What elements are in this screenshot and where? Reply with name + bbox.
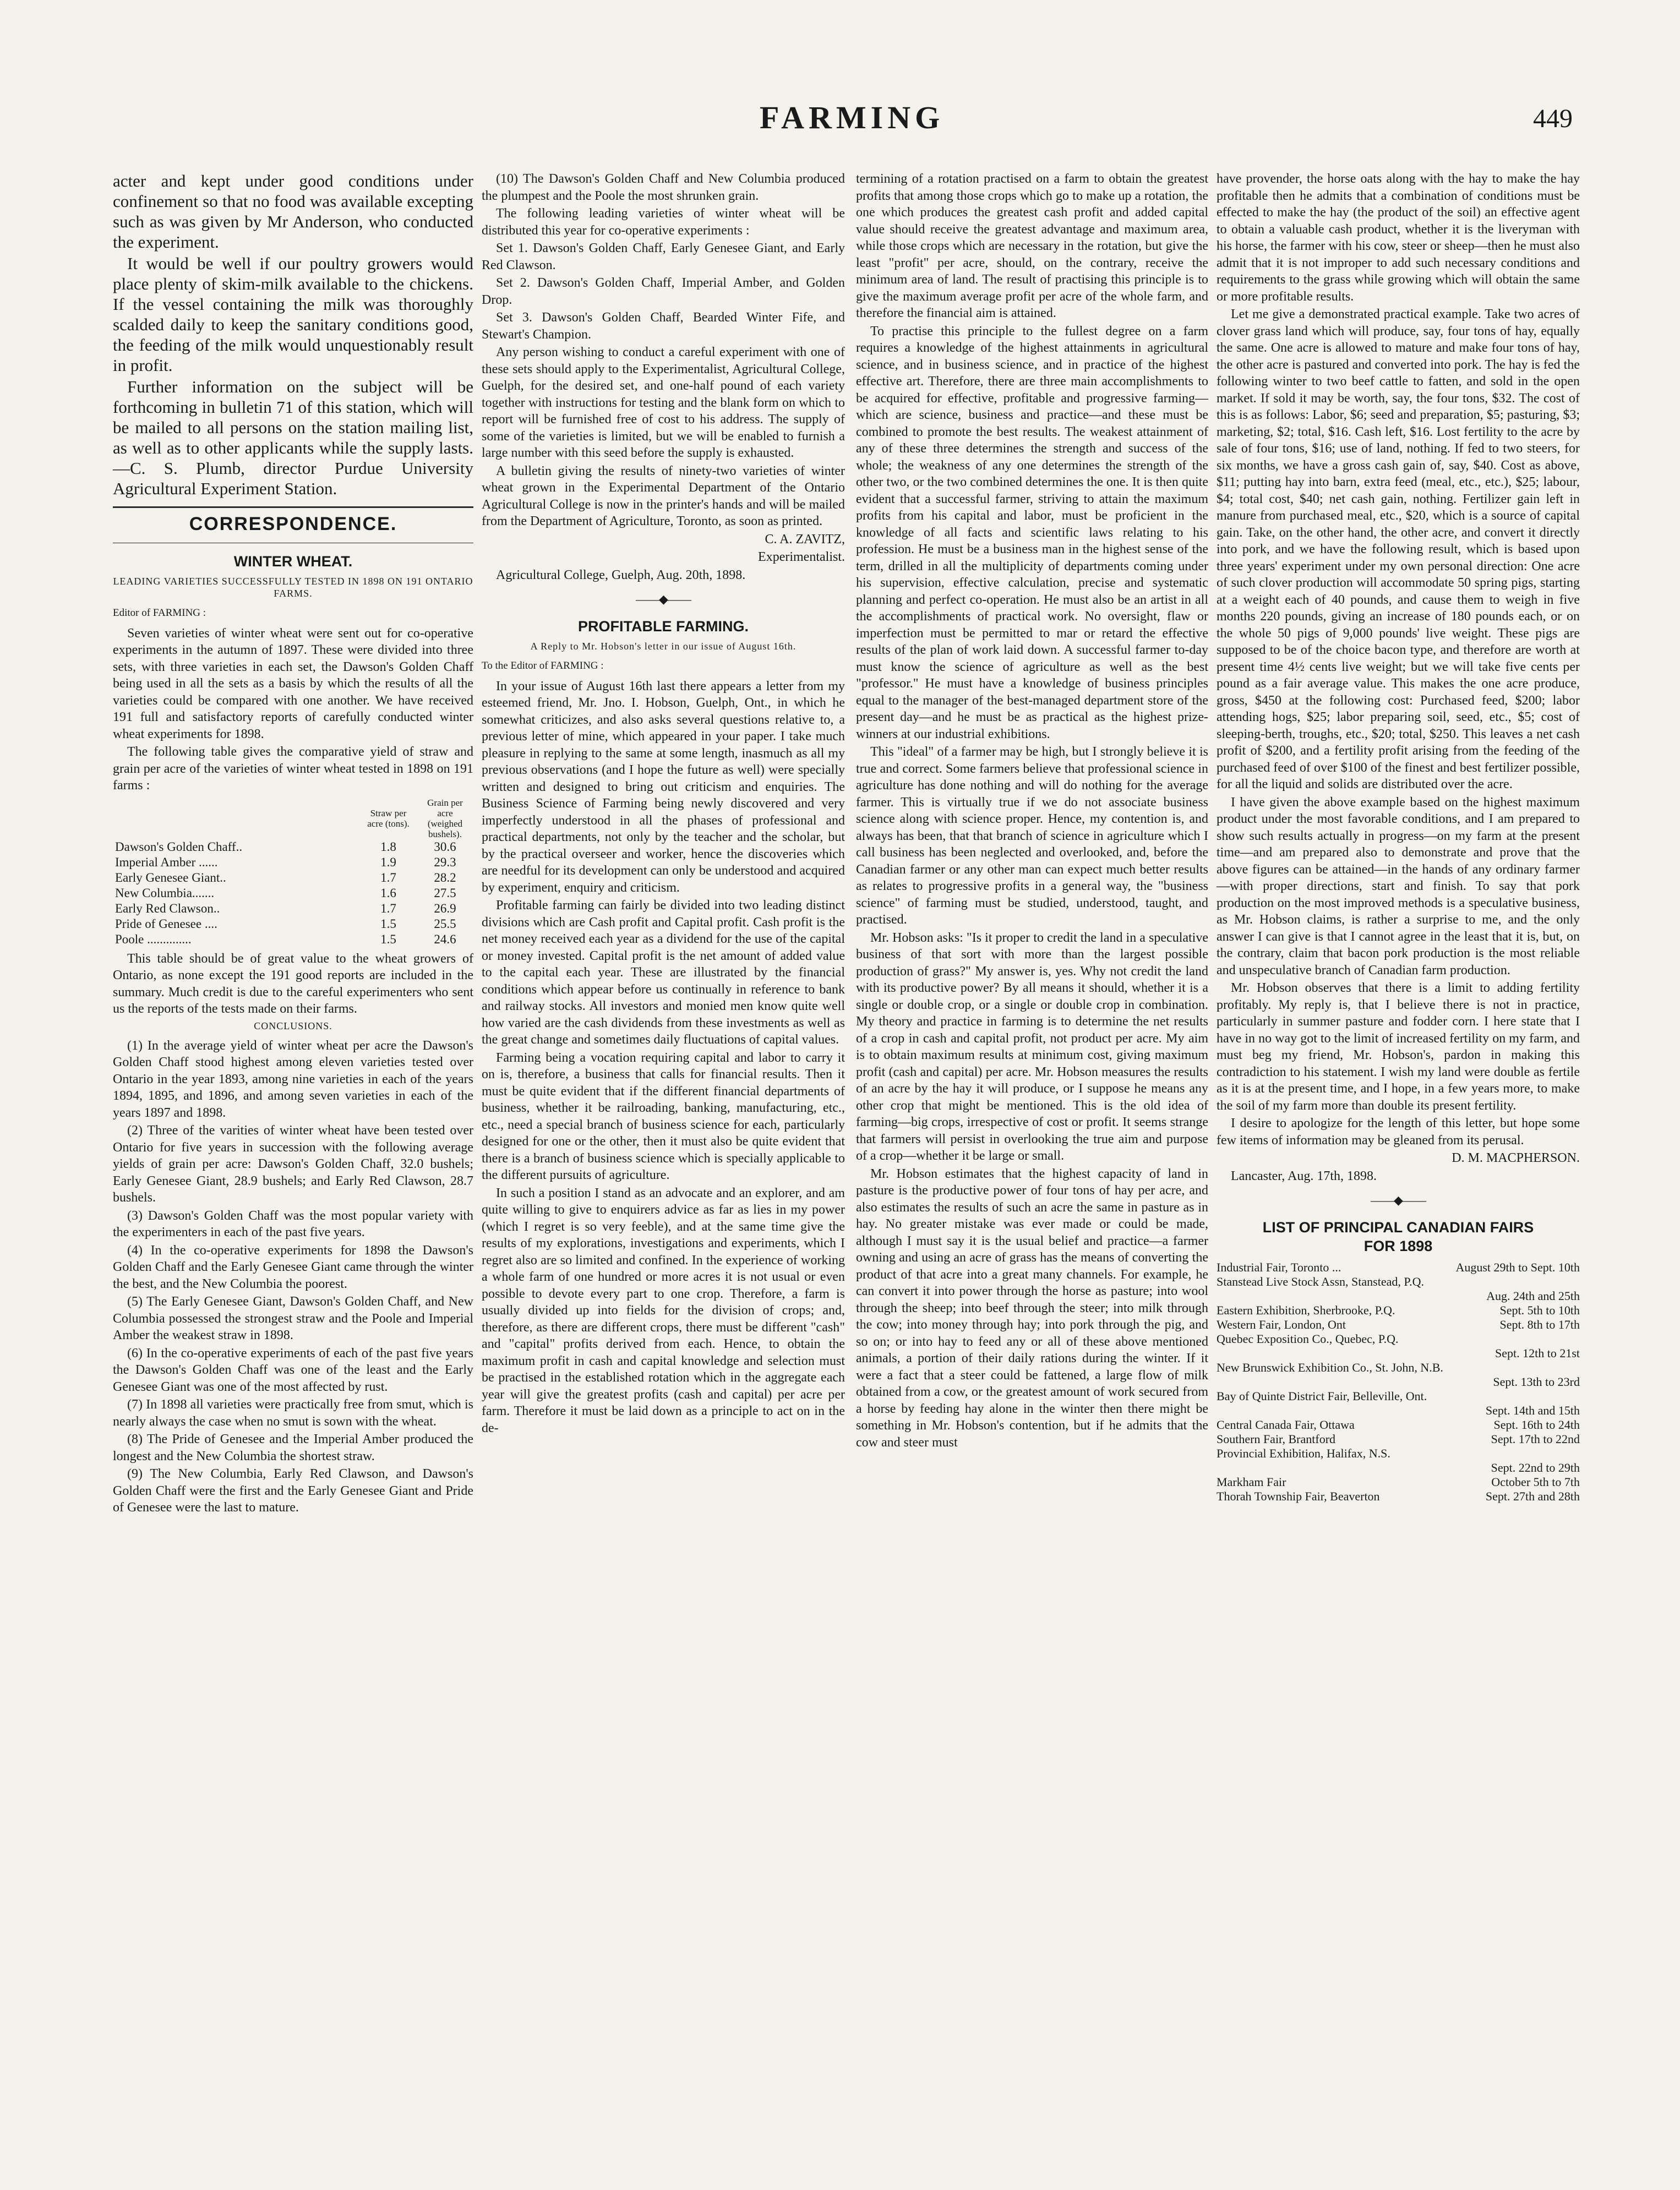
list-item: Aug. 24th and 25th (1486, 1288, 1580, 1303)
paragraph: (2) Three of the varities of winter wheat have been tested over Ontario for five years in succession with the following average yields of grain per acre: Dawson's Golden Chaff, 32.0 bushels; Early Genesee Giant, 28.9 bushels; and Early Red Clawson, 28.7 bushels. (113, 1123, 473, 1205)
list-item: Stanstead Live Stock Assn, Stanstead, P.Q. (1217, 1274, 1425, 1288)
table-row (113, 932, 473, 947)
list-item: Sept. 14th and 15th (1485, 1403, 1580, 1417)
article-subtitle: LEADING VARIETIES SUCCESSFULLY TESTED IN 1898 ON 191 ONTARIO FARMS. (113, 576, 473, 599)
table-cell: 1.7 (380, 901, 396, 915)
table-header: Straw per acre (tons). (367, 807, 410, 829)
page-header (0, 99, 1680, 149)
paragraph: have provender, the horse oats along with the hay to make the hay profitable then he admits that a combination of conditions must be effected to make the hay (the product of the soil) an effective agent to obtain a valuable cash product, whether it is the liveryman with his horse, the farmer with his cow, steer or sheep—then he must also admit that it is not improper to add such necessary conditions and requirements to the grass while growing which will obtain the same or more profitable results. (1217, 172, 1580, 304)
column-3 (856, 171, 1208, 1452)
paragraph: (4) In the co-operative experiments for 1898 the Dawson's Golden Chaff and the Early Genesee Giant came through the winter the best, and the New Columbia the poorest. (113, 1243, 473, 1291)
list-item: New Brunswick Exhibition Co., St. John, N.B. (1217, 1360, 1443, 1374)
page-number: 449 (1533, 104, 1573, 133)
paragraph: I have given the above example based on the highest maximum product under the most favorable conditions, and I am prepared to show such results actually in progress—on my farm at the present time—and am prepared also to demonstrate and prove that the above figures can be attained—in the hands of any ordinary farmer—with proper directions, start and finish. To say that pork production on the most improved methods is a speculative business, as Mr. Hobson claims, is rather a surprise to me, and the only answer I can give is that I cannot agree in the least that it is, but, on the contrary, claim that bacon pork production is the most reliable and unspeculative branch of Canadian farm production. (1217, 795, 1580, 977)
list-item: Western Fair, London, Ont Sept. 8th to 17th (1217, 1317, 1580, 1331)
article-title: PROFITABLE FARMING. (578, 618, 749, 635)
table-cell: 1.5 (380, 932, 396, 946)
poultry-article-end (113, 171, 473, 499)
table-cell: 1.6 (380, 886, 396, 900)
article-title: WINTER WHEAT. (233, 553, 353, 570)
ornament-divider: ——◆—— (1371, 1193, 1426, 1207)
paragraph: (1) In the average yield of winter wheat per acre the Dawson's Golden Chaff stood highest among eleven varieties tested over Ontario in the year 1893, among nine varieties in each of the years 1894, 1895, and 1896, and among seven varieties in each of the years 1897 and 1898. (113, 1038, 473, 1120)
editor-line: To the Editor of FARMING : (482, 660, 604, 671)
signature-place: Lancaster, Aug. 17th, 1898. (1231, 1168, 1377, 1183)
list-item: Sept. 22nd to 29th (1491, 1460, 1580, 1474)
table-cell: Early Red Clawson.. (115, 901, 220, 915)
table-header-row (113, 798, 473, 839)
list-item: Thorah Township Fair, Beaverton Sept. 27th and 28th (1217, 1489, 1580, 1503)
article-subtitle: A Reply to Mr. Hobson's letter in our issue of August 16th. (530, 641, 797, 652)
paragraph: In your issue of August 16th last there appears a letter from my esteemed friend, Mr. Jno. I. Hobson, Guelph, Ont., in which he somewhat criticizes, and also asks several questions relative to, a previous letter of mine, which appeared in your paper. I take much pleasure in replying to the same at some length, inasmuch as all my previous observations (and I hope the future as well) were specially written and designed to bring out criticism and enquiries. The Business Science of Farming being newly discovered and very imperfectly understood in all the phases of professional and practical departments, not only by the teacher and the scholar, but by the practical overseer and worker, hence the discoveries which are needful for its development can only be understood and acquired by experiment, enquiry and criticism. (482, 679, 845, 895)
list-item: Quebec Exposition Co., Quebec, P.Q. (1217, 1331, 1399, 1346)
paragraph: This "ideal" of a farmer may be high, but I strongly believe it is true and correct. Some farmers believe that professional science in agriculture has done nothing and will do nothing for the average farmer. This is virtually true if we do not associate business science along with science proper. Hence, my contention is, and always has been, that that branch of science in agriculture which I call business has been neglected and overlooked, and, before the Canadian farmer or any other man can expect much better results as relates to progressive profits in a general way, the "business science" of farming must be studied, understood, taught, and practised. (856, 745, 1208, 927)
paragraph: I desire to apologize for the length of this letter, but hope some few items of information may be gleaned from its perusal. (1217, 1116, 1580, 1148)
section-title: CORRESPONDENCE. (189, 514, 397, 534)
paragraph: Set 2. Dawson's Golden Chaff, Imperial Amber, and Golden Drop. (482, 276, 845, 307)
paragraph: (3) Dawson's Golden Chaff was the most popular variety with the experimenters in each of the past five years. (113, 1208, 473, 1239)
list-item: Southern Fair, Brantford Sept. 17th to 22nd (1217, 1432, 1580, 1446)
table-row (113, 839, 473, 855)
table-cell: 25.5 (434, 916, 456, 931)
table-row (113, 855, 473, 870)
paragraph: This table should be of great value to the wheat growers of Ontario, as none except the 191 good reports are included in the summary. Much credit is due to the careful experimenters who sent us the reports of the tests made on their farms. (113, 951, 473, 1016)
table-cell: 26.9 (434, 901, 456, 915)
paragraph: (8) The Pride of Genesee and the Imperial Amber produced the longest and the New Columbia the shortest straw. (113, 1432, 473, 1463)
table-cell: 1.8 (380, 839, 396, 854)
section-rule (113, 506, 473, 508)
paragraph: Let me give a demonstrated practical example. Take two acres of clover grass land which will produce, say, four tons of hay, equally the same. One acre is allowed to mature and make four tons of hay, the other acre is pastured and converted into pork. The hay is fed the following winter to two beef cattle to fatten, and sold in the open market. If sold it may be worth, say, the four tons, $32. The cost of this is as follows: Labor, $6; seed and preparation, $5; pasturing, $3; marketing, $2; total, $16. Cash left, $16. Lost fertility to the acre by sale of four tons, $16; use of land, nothing. If fed to two steers, for six months, we have a gross cash gain of, say, $40. Cost as above, $11; putting hay into barn, extra feed (meal, etc., etc.), $25; labour, $4; total cost, $40; net cash gain, nothing. Fertilizer gain left in manure from purchased meal, etc., $20, which is a source of capital gain. Take, on the other hand, the other acre, and convert it directly into pork, and we have the following result, which is based upon three years' experiment under my own personal direction: One acre of such clover production will accommodate 50 spring pigs, starting at a weight each of 40 pounds, and cause them to weigh in five months 220 pounds, giving an increase of 180 pounds each, or on the whole 50 pigs of 9,000 pounds' live weight. These pigs are supposed to be of the choice bacon type, and therefore are worth at present time 4½ cents live weight; but we will take five cents per pound as a fair average value. This makes the one acre produce, gross, $450 at the following cost: Purchased feed, $200; labor attending hogs, $25; labor preparing soil, seed, etc., $5; cost of sleeping-berth, troughs, etc., $20; total, $250. This leaves a net cash profit of $200, and a fertility profit arising from the feeding of the purchased feed of over $100 of the finest and best fertilizer possible, for all the liquid and solids are distributed over the acre. (1217, 307, 1580, 791)
conclusions-heading: CONCLUSIONS. (254, 1020, 332, 1031)
paragraph: Farming being a vocation requiring capital and labor to carry it on is, therefore, a business that calls for financial results. Then it must be quite evident that if the different financial departments of business, whether it be railroading, banking, manufacturing, etc., etc., need a special branch of business science for each, particularly designed for one or the other, then it must also be quite evident that there is a branch of business science which is specially applicable to the different pursuits of agriculture. (482, 1050, 845, 1182)
table-cell: New Columbia....... (115, 886, 215, 900)
paragraph: The following leading varieties of winter wheat will be distributed this year for co-operative experiments : (482, 206, 845, 238)
table-cell: 30.6 (434, 839, 456, 854)
table-cell: Dawson's Golden Chaff.. (115, 839, 243, 854)
list-item: Sept. 12th to 21st (1494, 1346, 1580, 1360)
paragraph: It would be well if our poultry growers would place plenty of skim-milk available to the chickens. If the vessel containing the milk was thoroughly scalded daily to keep the sanitary conditions good, the feeding of the milk would unquestionably result in profit. (113, 254, 473, 375)
paragraph: To practise this principle to the fullest degree on a farm requires a knowledge of the highest attainments in agricultural science, and in business science, and in practice of the highest effective art. Therefore, there are three main accomplishments to be acquired for effective, profitable and progressive farming—which are science, business and practice—and these must be combined to promote the best results. The weakest attainment of any of these three determines the strength and success of the whole; the weakness of any one determines the strength of the other two, or the two combined determines the one. It is then quite evident that a successful farmer, striving to attain the maximum profits from his capital and labor, must be proficient in the knowledge of all facts and scientific laws relating to his profession. He must be a business man in the highest sense of the term, drilled in all the multiplicity of departments coming under his supervision, effective calculation, precise and systematic planning and perfect co-operation. He must also be an artist in all the accomplishments of practical work. No oversight, flaw or imperfection must be permitted to mar or retard the effective results of the plan of work laid down. A successful farmer to-day must know the science of agriculture as well as the best "professor." He must have a knowledge of business principles equal to the manager of the best-managed department store of the present day—and he must be as practical as the highest prize-winners at our industrial exhibitions. (856, 324, 1208, 741)
paragraph: (5) The Early Genesee Giant, Dawson's Golden Chaff, and New Columbia possessed the strongest straw and the Poole and Imperial Amber the weakest straw in 1898. (113, 1295, 473, 1342)
signature-title: Experimentalist. (758, 550, 845, 564)
table-row (113, 916, 473, 932)
paragraph: (7) In 1898 all varieties were practically free from smut, which is nearly always the case when no smut is sown with the wheat. (113, 1397, 473, 1429)
paragraph: In such a position I stand as an advocate and an explorer, and am quite willing to give to enquirers advice as far as lies in my power (which I regret is so very feeble), and at the same time give the results of my explorations, investigations and experiments, which I regret also are so limited and confined. In the experience of working a whole farm of one hundred or more acres it is not usual or even possible to devote every part to one crop. Therefore, a farm is usually divided up into fields for the division of crops; and, therefore, as there are different crops, there must be different "cash" and "capital" profits derived from each. Hence, to obtain the maximum profit in cash and capital knowledge and selection must be practised in the established rotation which in the aggregate each year will give the greatest profits (cash and capital) per acre per farm. Therefore it must be laid down as a principle to act on in the de- (482, 1186, 845, 1435)
paragraph: acter and kept under good conditions under confinement so that no food was available excepting such as was given by Mr Anderson, who conducted the experiment. (113, 171, 473, 252)
list-item: Sept. 13th to 23rd (1493, 1374, 1580, 1389)
signature-name: D. M. MACPHERSON. (1452, 1151, 1580, 1165)
editor-line: Editor of FARMING : (113, 607, 206, 619)
paragraph: termining of a rotation practised on a farm to obtain the greatest profits that among those crops which go to make up a rotation, the one which produces the greatest cash profit and added capital value should receive the greatest advantage and maximum area, while those crops which are necessary in the rotation, but give the least "profit" per acre, should, on the contrary, receive the minimum area of land. The result of practising this principle is to give the maximum average profit per acre of the whole farm, and therefore the financial aim is attained. (856, 172, 1208, 320)
list-item: Eastern Exhibition, Sherbrooke, P.Q. Sept. 5th to 10th (1217, 1303, 1580, 1317)
table-cell: Poole .............. (115, 932, 192, 946)
table-cell: 1.9 (380, 855, 396, 869)
table-cell: Early Genesee Giant.. (115, 870, 226, 884)
signature-place: Agricultural College, Guelph, Aug. 20th, 1898. (496, 567, 746, 582)
paragraph: A bulletin giving the results of ninety-two varieties of winter wheat grown in the Experimental Department of the Ontario Agricultural College is now in the printer's hands and will be mailed from the Department of Agriculture, Toronto, as soon as printed. (482, 463, 845, 528)
yield-table (113, 798, 473, 947)
paragraph: Seven varieties of winter wheat were sent out for co-operative experiments in the autumn of 1897. These were divided into three sets, with three varieties in each set, the Dawson's Golden Chaff being used in all the sets as a basis by which the results of all the varieties could be compared with one another. We have received 191 full and satisfactory reports of carefully conducted winter wheat experiments for 1898. (113, 626, 473, 741)
list-item: Central Canada Fair, Ottawa Sept. 16th to 24th (1217, 1417, 1580, 1432)
ornament-divider: ——◆—— (636, 592, 691, 606)
paragraph: (6) In the co-operative experiments of each of the past five years the Dawson's Golden Chaff was one of the least and the Early Genesee Giant was one of the most affected by rust. (113, 1346, 473, 1394)
paragraph: Set 3. Dawson's Golden Chaff, Bearded Winter Fife, and Stewart's Champion. (482, 310, 845, 342)
table-cell: 27.5 (434, 886, 456, 900)
paragraph: Set 1. Dawson's Golden Chaff, Early Genesee Giant, and Early Red Clawson. (482, 241, 845, 272)
list-item: Markham Fair October 5th to 7th (1217, 1474, 1580, 1489)
table-cell: 1.7 (380, 870, 396, 884)
table-row (113, 901, 473, 916)
table-row (113, 886, 473, 901)
paragraph: Mr. Hobson asks: "Is it proper to credit the land in a speculative business of that sort with more than the largest possible production of grass?" My answer is, yes. Why not credit the land with its productive power? By all means it should, whether it is a single or double crop, or a single or double crop in combination. My theory and practice in farming is to determine the net results of a crop in cash and capital profit, not product per acre. My aim is to obtain maximum results at minimum cost, giving maximum profit (cash and capital) per acre. Mr. Hobson measures the results of an acre by the hay it will produce, or I suppose he means any other crop that might be mentioned. This is the old idea of farming—big crops, irrespective of cost or profit. It seems strange that farmers will persist in overlooking the true aim and purpose of a crop—whether it be large or small. (856, 930, 1208, 1163)
list-item: Bay of Quinte District Fair, Belleville, Ont. (1217, 1389, 1427, 1403)
table-header: Grain per acre (weighed bushels). (427, 797, 463, 839)
table-cell: 29.3 (434, 855, 456, 869)
paragraph: (9) The New Columbia, Early Red Clawson, and Dawson's Golden Chaff were the first and the Early Genesee Giant and Pride of Genesee were the last to mature. (113, 1467, 473, 1515)
table-cell: 1.5 (380, 916, 396, 931)
paragraph: Mr. Hobson observes that there is a limit to adding fertility profitably. My reply is, that I believe there is not in practice, particularly in summer pasture and fodder corn. I here state that I have in no way got to the limit of increased fertility on my farm, and must beg my friend, Mr. Hobson's, pardon in making this contradiction to his statement. I wish my land were double as fertile as it is at the present time, and I hope, in a few years more, to make the soil of my farm more than double its present fertility. (1217, 981, 1580, 1113)
paragraph: Any person wishing to conduct a careful experiment with one of these sets should apply to the Experimentalist, Agricultural College, Guelph, for the desired set, and one-half pound of each variety together with instructions for testing and the blank form on which to report will be furnished free of cost to his address. The supply of some of the varieties is limited, but we will be enabled to furnish a large number with this seed before the supply is exhausted. (482, 345, 845, 460)
table-cell: Pride of Genesee .... (115, 916, 217, 931)
list-item: Provincial Exhibition, Halifax, N.S. (1217, 1446, 1390, 1460)
column-4 (1217, 171, 1580, 1504)
table-cell: 28.2 (434, 870, 456, 884)
paragraph: (10) The Dawson's Golden Chaff and New Columbia produced the plumpest and the Poole the most shrunken grain. (482, 172, 845, 203)
paragraph: Profitable farming can fairly be divided into two leading distinct divisions which are Cash profit and Capital profit. Cash profit is the net money received each year as a dividend for the use of the capital or money invested. Capital profit is the net amount of added value to the capital each year. These are illustrated by the financial conditions which appear before us continually in reference to bank and railway stocks. All investors and monied men know quite well how varied are the cash dividends from these investments as well as the great change and sometimes daily fluctuations of capital values. (482, 898, 845, 1047)
column-2 (482, 171, 845, 1438)
table-row (113, 870, 473, 886)
fairs-list (1217, 1260, 1580, 1504)
fairs-title-year: FOR 1898 (1363, 1238, 1433, 1254)
paragraph: Further information on the subject will be forthcoming in bulletin 71 of this station, which will be mailed to all persons on the station mailing list, as well as to other applicants while the supply lasts.—C. S. Plumb, director Purdue University Agricultural Experiment Station. (113, 377, 473, 498)
fairs-title: LIST OF PRINCIPAL CANADIAN FAIRS (1262, 1219, 1534, 1236)
table-cell: Imperial Amber ...... (115, 855, 218, 869)
paragraph: Mr. Hobson estimates that the highest capacity of land in pasture is the productive power of four tons of hay per acre, and also estimates the results of such an acre the same in pasture as in hay. No greater mistake was ever made or could be made, although I must say it is the usual belief and practice—a farmer owning and using an acre of grass has the means of converting the product of that acre into a great many channels. For example, he can convert it into power through the horse as pasture; into wool through the sheep; into beef through the steer; into milk through the cow; into money through hay; into pork through the pig, and so on; or into hay to feed any or all of these above mentioned animals, a portion of their daily rations during the winter. If it were a fact that a steer could be fattened, a large flow of milk obtained from a cow, or the greatest amount of work secured from a horse by feeding hay alone in the winter then there might be something in Mr. Hobson's contention, but if he admits that the cow and steer must (856, 1166, 1208, 1450)
paragraph: The following table gives the comparative yield of straw and grain per acre of the varieties of winter wheat tested in 1898 on 191 farms : (113, 745, 473, 793)
list-item: Industrial Fair, Toronto ... August 29th to Sept. 10th (1217, 1260, 1580, 1274)
signature-name: C. A. ZAVITZ, (765, 532, 845, 547)
column-1 (113, 171, 473, 1517)
running-head: FARMING (760, 100, 945, 135)
table-cell: 24.6 (434, 932, 456, 946)
